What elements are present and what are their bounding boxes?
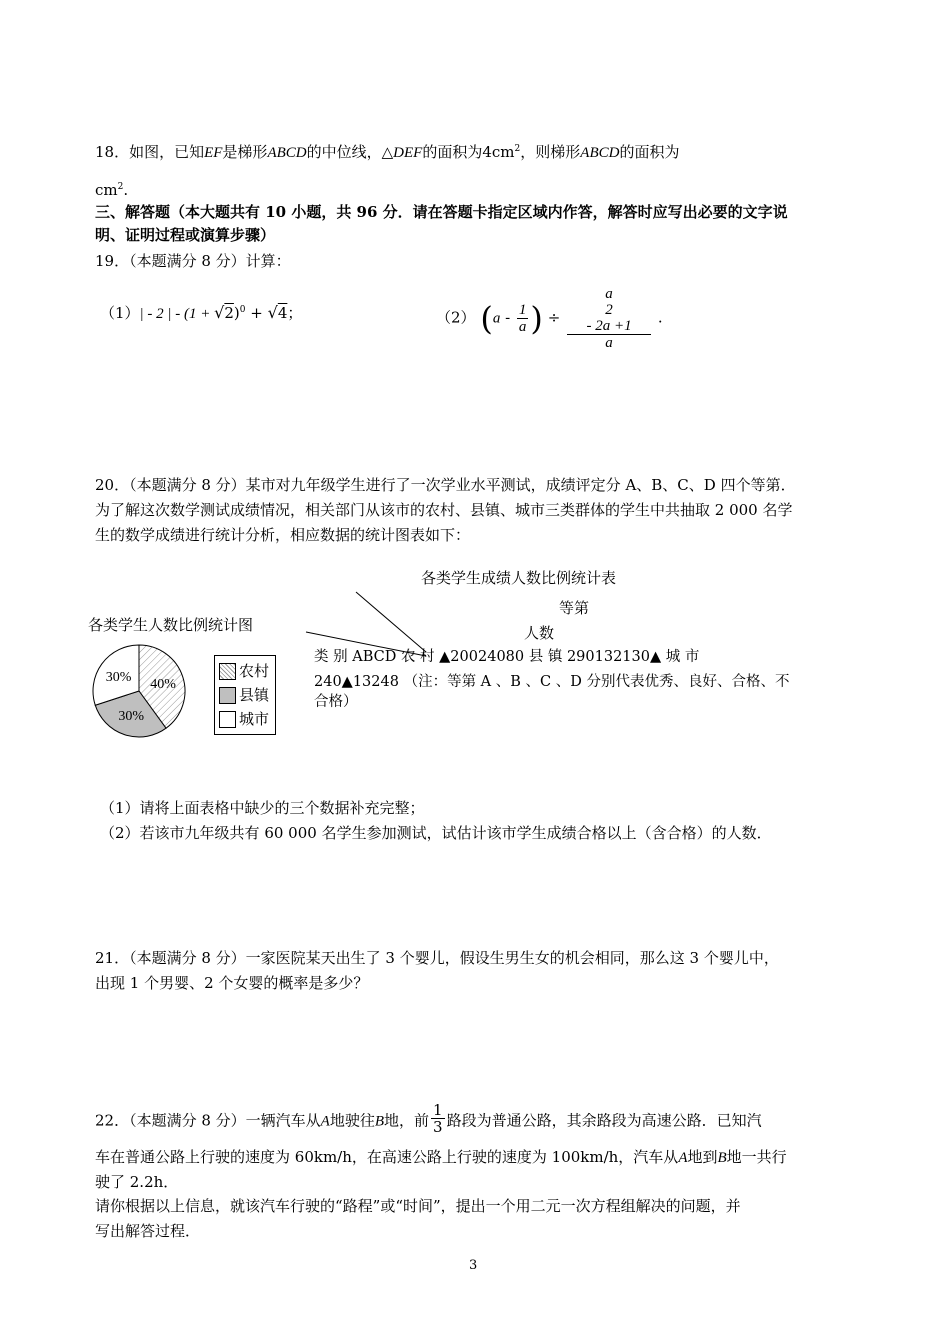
q20-line2: 为了解这次数学测试成绩情况，相关部门从该市的农村、县镇、城市三类群体的学生中共抽取 2 000 名学 bbox=[95, 501, 793, 519]
q22-line2: 车在普通公路上行驶的速度为 60km/h，在高速公路上行驶的速度为 100km/h，汽车从A地到B地一共行 bbox=[95, 1148, 787, 1166]
pie-chart bbox=[88, 640, 190, 742]
q19-title: 19．（本题满分 8 分）计算： bbox=[95, 252, 291, 270]
q20-sub2: （2）若该市九年级共有 60 000 名学生参加测试，试估计该市学生成绩合格以上（含合格）的人数． bbox=[100, 824, 772, 842]
pie-chart-title: 各类学生人数比例统计图 bbox=[88, 616, 254, 634]
table-header-dengdi: 等第 bbox=[559, 599, 590, 617]
q20-line3: 生的数学成绩进行统计分析，相应数据的统计图表如下： bbox=[95, 526, 471, 544]
table-header-renshu: 人数 bbox=[524, 624, 555, 642]
legend-swatch-rural bbox=[219, 663, 236, 680]
legend-swatch-county bbox=[219, 687, 236, 704]
q18-line2: $cm^2$. bbox=[95, 181, 129, 199]
q20-sub1: （1）请将上面表格中缺少的三个数据补充完整； bbox=[100, 799, 425, 817]
q22-line4: 请你根据以上信息，就该汽车行驶的“路程”或“时间”，提出一个用二元一次方程组解决的问题，并 bbox=[95, 1197, 741, 1215]
section3-line2: 明、证明过程或演算步骤） bbox=[95, 226, 276, 244]
pie-label-rural: 40% bbox=[150, 677, 176, 693]
page-number: 3 bbox=[469, 1258, 478, 1273]
pie-label-city: 30% bbox=[105, 670, 132, 686]
table-row1: 类 别 ABCD 农 村 ▲20024080 县 镇 290132130▲ 城 市 bbox=[314, 649, 700, 665]
q22-line1: 22．（本题满分 8 分）一辆汽车从A地驶往B地，前 $\frac{1}{3}$ 路段为普通公路，其余路段为高速公路．已知汽 bbox=[95, 1101, 762, 1136]
q21-line1: 21．（本题满分 8 分）一家医院某天出生了 3 个婴儿，假设生男生女的机会相同，那么这 3 个婴儿中， bbox=[95, 949, 779, 967]
q19-part1: （1）| - 2 | - $(1 + √2)^0 + √4$； bbox=[100, 303, 303, 322]
pie-legend bbox=[214, 655, 276, 735]
q21-line2: 出现 1 个男婴、2 个女婴的概率是多少？ bbox=[95, 974, 369, 992]
table-title: 各类学生成绩人数比例统计表 bbox=[421, 569, 617, 587]
q22-line3: 驶了 2.2h． bbox=[95, 1173, 179, 1191]
q18-line1: 18．如图，已知EF是梯形ABCD的中位线，△DEF的面积为$4cm^2$，则梯形ABCD的面积为 bbox=[95, 143, 680, 161]
q20-line1: 20．（本题满分 8 分）某市对九年级学生进行了一次学业水平测试，成绩评定分 A、B、C、D 四个等第． bbox=[95, 476, 796, 494]
legend-item-city: 城市 bbox=[219, 708, 269, 730]
table-row3: 合格） bbox=[314, 694, 358, 710]
legend-swatch-city bbox=[219, 711, 236, 728]
table-row2: 240▲13248 （注：等第 A 、B 、C 、D 分别代表优秀、良好、合格、不 bbox=[314, 674, 790, 690]
section3-line1: 三、解答题（本大题共有 10 小题，共 96 分．请在答题卡指定区域内作答，解答时应写出必要的文字说 bbox=[95, 203, 788, 221]
legend-item-county: 县镇 bbox=[219, 684, 269, 706]
q19-part2: （2） (a - $\frac{1}{a}$ ) ÷ a 2 - 2a +1 a . bbox=[436, 286, 663, 351]
legend-item-rural: 农村 bbox=[219, 660, 269, 682]
q22-line5: 写出解答过程． bbox=[95, 1222, 201, 1240]
pie-label-county: 30% bbox=[118, 709, 145, 725]
